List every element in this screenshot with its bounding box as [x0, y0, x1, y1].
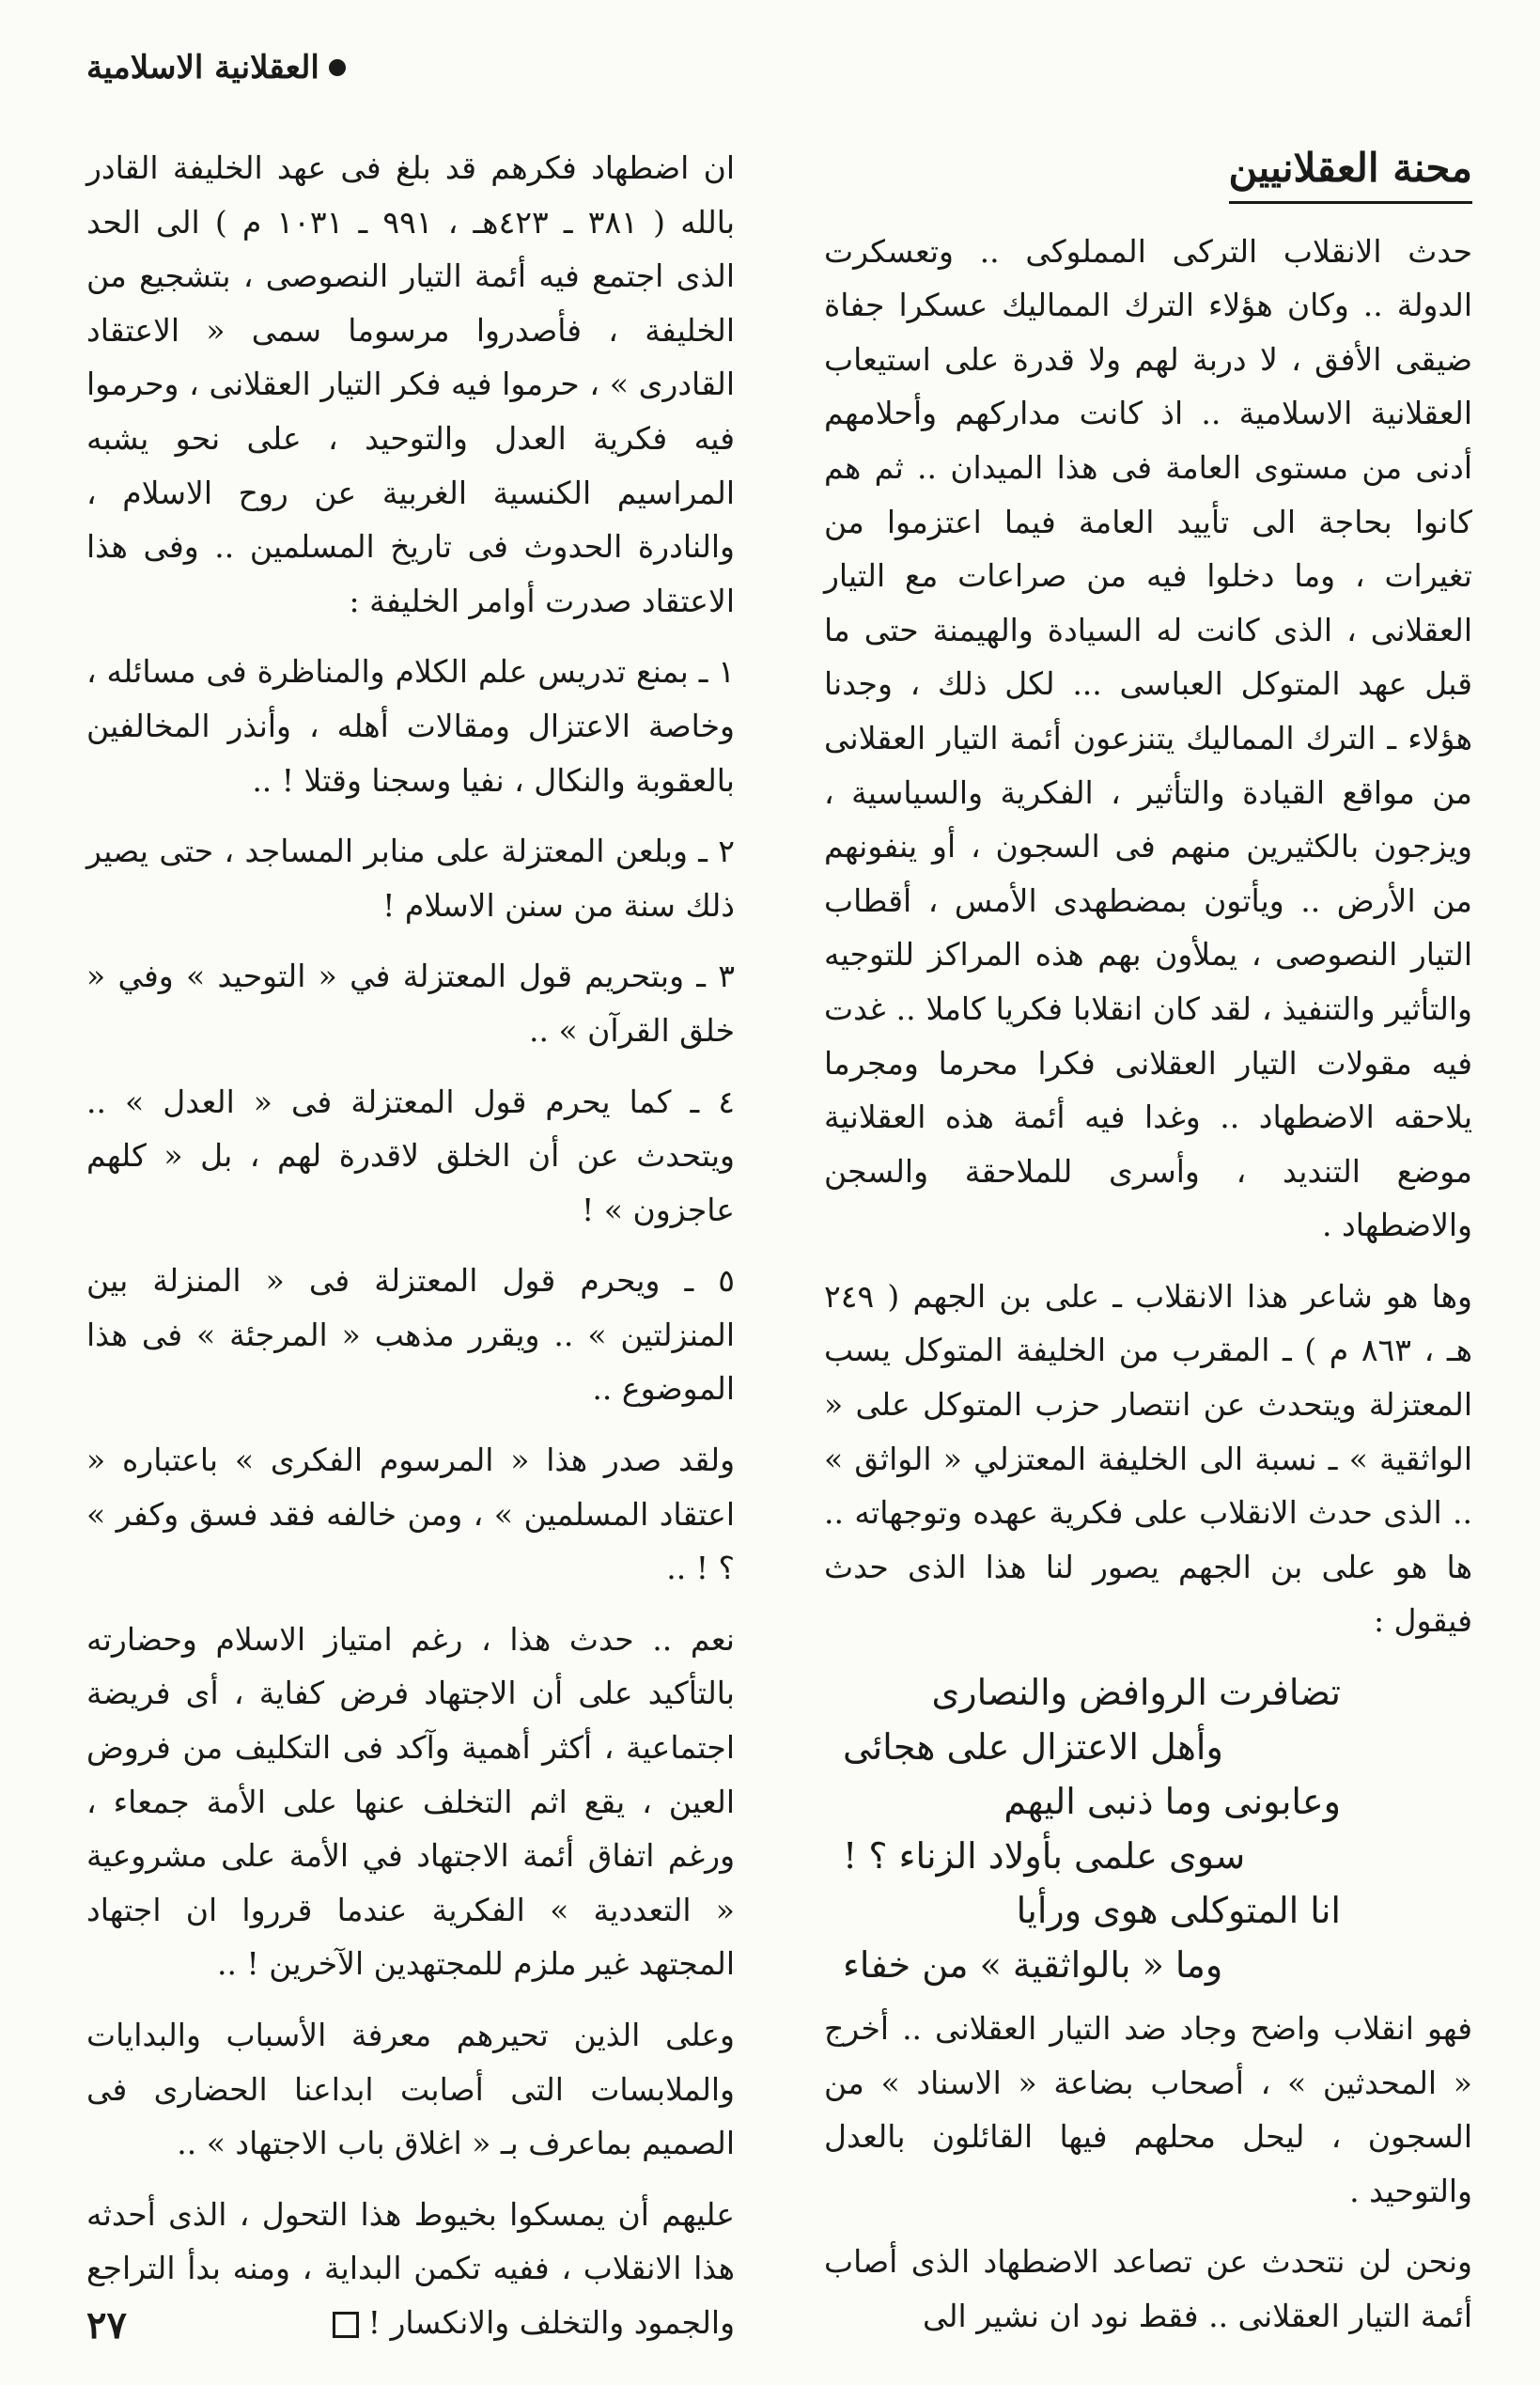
paragraph: ان اضطهاد فكرهم قد بلغ فى عهد الخليفة القادر بالله ( ٣٨١ ـ ٤٢٣هـ ، ٩٩١ ـ ١٠٣١ م ) الى الحد الذى اجتمع فيه أئمة التيار النصوصى ، بتشجيع من الخليفة ، فأصدروا مرسوما سمى « الاعتقاد القادرى » ، حرموا فيه فكر التيار العقلانى ، وحرموا فيه فكرية العدل والتوحيد ، على نحو يشبه المراسيم الكنسية الغربية عن روح الاسلام ، والنادرة الحدوث فى تاريخ المسلمين .. وفى هذا الاعتقاد صدرت أوامر الخليفة : [86, 149, 736, 619]
list-item: ٢ ـ وبلعن المعتزلة على منابر المساجد ، حتى يصير ذلك سنة من سنن الاسلام ! [86, 833, 735, 924]
paragraph [86, 2188, 735, 2350]
end-mark-icon [333, 2312, 359, 2338]
paragraph: وها هو شاعر هذا الانقلاب ـ على بن الجهم ( ٢٤٩ هـ ، ٨٦٣ م ) ـ المقرب من الخليفة المتوكل يسب المعتزلة ويتحدث عن انتصار حزب المتوكل على « الواثقية » ـ نسبة الى الخليفة المعتزلي « الواثق » .. الذى حدث الانقلاب على فكرية عهده وتوجهاته .. ها هو على بن الجهم يصور لنا هذا الذى حدث فيقول : [824, 1277, 1472, 1640]
paragraph: وعلى الذين تحيرهم معرفة الأسباب والبدايات والملابسات التى أصابت ابداعنا الحضارى فى الصميم بماعرف بـ « اغلاق باب الاجتهاد » .. [86, 2017, 735, 2162]
list-item: ٥ ـ ويحرم قول المعتزلة فى « المنزلة بين المنزلتين » .. ويقرر مذهب « المرجئة » فى هذا الموضوع .. [86, 1262, 735, 1408]
poem-line: انا المتوكلى هوى ورأيا [1016, 1890, 1341, 1932]
list-item: ٣ ـ وبتحريم قول المعتزلة في « التوحيد » وفي « خلق القرآن » .. [86, 958, 735, 1049]
poem-line: تضافرت الروافض والنصارى [931, 1672, 1341, 1714]
paragraph: ونحن لن نتحدث عن تصاعد الاضطهاد الذى أصاب أئمة التيار العقلانى .. فقط نود ان نشير الى [824, 2243, 1472, 2334]
right-column [824, 141, 1472, 2361]
poem-line: وأهل الاعتزال على هجائى [843, 1726, 1223, 1769]
page-number: ٢٧ [86, 2303, 127, 2347]
bullet-icon [329, 59, 346, 76]
paragraph: ولقد صدر هذا « المرسوم الفكرى » باعتباره « اعتقاد المسلمين » ، ومن خالفه فقد فسق وكفر » ؟ ! .. [86, 1442, 735, 1587]
paragraph: حدث الانقلاب التركى المملوكى .. وتعسكرت الدولة .. وكان هؤلاء الترك المماليك عسكرا جفاة ضيقى الأفق ، لا دربة لهم ولا قدرة على استيعاب العقلانية الاسلامية .. اذ كانت مداركهم وأحلامهم أدنى من مستوى العامة فى هذا الميدان .. ثم هم كانوا بحاجة الى تأييد العامة فيما اعتزموا من تغيرات ، وما دخلوا فيه من صراعات مع التيار العقلانى ، الذى كانت له السيادة والهيمنة حتى ما قبل عهد المتوكل العباسى ... لكل ذلك ، وجدنا هؤلاء ـ الترك المماليك يتنزعون أئمة التيار العقلانى من مواقع القيادة والتأثير ، الفكرية والسياسية ، ويزجون بالكثيرين منهم فى السجون ، أو ينفونهم من الأرض .. ويأتون بمضطهدى الأمس ، أقطاب التيار النصوصى ، يملأون بهم هذه المراكز للتوجيه والتأثير والتنفيذ ، لقد كان انقلابا فكريا كاملا .. غدت فيه مقولات التيار العقلانى فكرا محرما ومجرما يلاحقه الاضطهاد .. وغدا فيه أئمة هذه العقلانية موضع التنديد ، وأسرى للملاحقة والسجن والاضطهاد . [824, 232, 1472, 1244]
poem-line: وعابونى وما ذنبى اليهم [1003, 1781, 1341, 1823]
list-item: ١ ـ بمنع تدريس علم الكلام والمناظرة فى مسائله ، وخاصة الاعتزال ومقالات أهله ، وأنذر المخالفين بالعقوبة والنكال ، نفيا وسجنا وقتلا ! .. [86, 653, 735, 799]
poem-line: سوى علمى بأولاد الزناء ؟ ! [843, 1835, 1246, 1878]
list-item: ٤ ـ كما يحرم قول المعتزلة فى « العدل » .. ويتحدث عن أن الخلق لاقدرة لهم ، بل « كلهم عاجزون » ! [86, 1083, 735, 1228]
running-head-text: العقلانية الاسلامية [86, 49, 319, 86]
paragraph-text: عليهم أن يمسكوا بخيوط هذا التحول ، الذى أحدثه هذا الانقلاب ، ففيه تكمن البداية ، ومنه بدأ التراجع والجمود والتخلف والانكسار ! [86, 2195, 735, 2341]
section-title: محنة العقلانيين [1229, 141, 1472, 204]
left-column [86, 141, 735, 2367]
poem-line: وما « بالواثقية » من خفاء [843, 1944, 1223, 1987]
running-head [86, 49, 346, 86]
paragraph: نعم .. حدث هذا ، رغم امتياز الاسلام وحضارته بالتأكيد على أن الاجتهاد فرض كفاية ، أى فريضة اجتماعية ، أكثر أهمية وآكد فى التكليف من فروض العين ، يقع اثم التخلف عنها على الأمة جمعاء ، ورغم اتفاق أئمة الاجتهاد في الأمة على مشروعية « التعددية » الفكرية عندما قرروا ان اجتهاد المجتهد غير ملزم للمجتهدين الآخرين ! .. [86, 1620, 735, 1983]
poem [824, 1665, 1472, 1992]
paragraph: فهو انقلاب واضح وجاد ضد التيار العقلانى .. أخرج « المحدثين » ، أصحاب بضاعة « الاسناد » من السجون ، ليحل محلهم فيها القائلون بالعدل والتوحيد . [824, 2010, 1472, 2209]
